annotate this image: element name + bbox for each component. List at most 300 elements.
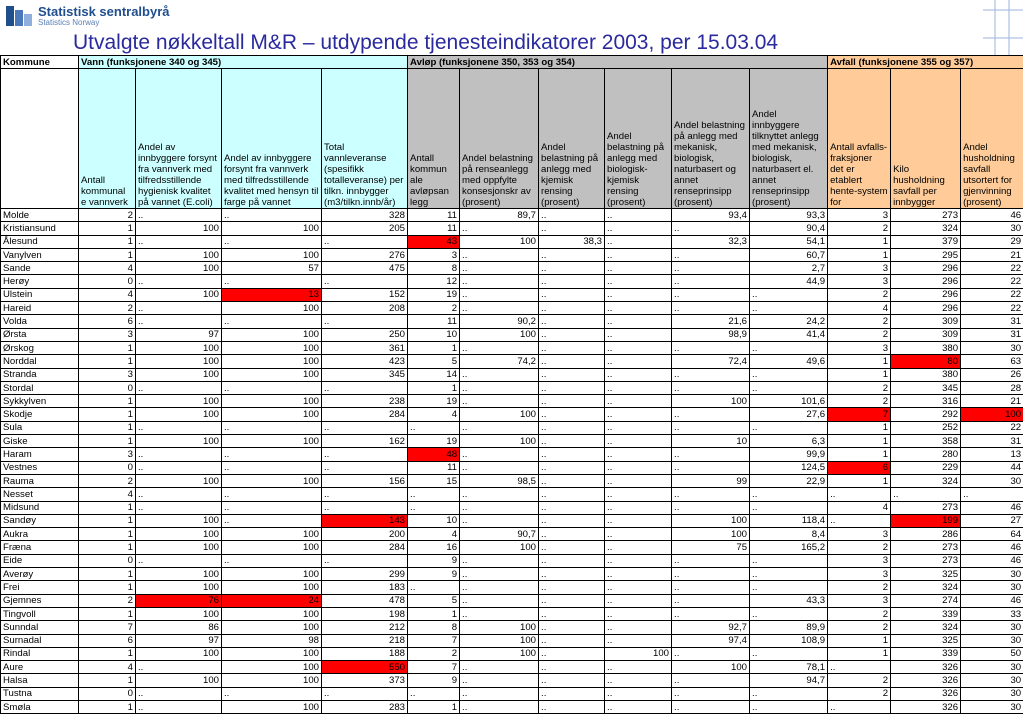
table-cell: ..	[539, 661, 605, 674]
table-cell: ..	[605, 528, 672, 541]
table-cell: 19	[408, 288, 460, 301]
table-cell: 89,7	[460, 209, 539, 222]
table-cell: 152	[322, 288, 408, 301]
table-cell: 1	[79, 568, 136, 581]
table-row	[1, 647, 1023, 660]
kommune-name: Tingvoll	[1, 607, 79, 620]
table-cell: 4	[408, 528, 460, 541]
table-row	[1, 621, 1023, 634]
table-cell: 295	[891, 248, 961, 261]
table-cell: ..	[539, 687, 605, 700]
table-cell: 326	[891, 687, 961, 700]
table-cell: 92,7	[672, 621, 750, 634]
table-cell: ..	[136, 421, 222, 434]
table-cell: 8	[408, 262, 460, 275]
table-cell: 30	[961, 222, 1023, 235]
table-cell: 1	[79, 435, 136, 448]
column-header-4: Total vannleveranse (spesifikk totalleveranse) per tilkn. innbygger (m3/tilkn.innb/år)	[322, 69, 408, 209]
table-cell: ..	[408, 581, 460, 594]
table-cell: 100	[222, 647, 322, 660]
table-cell: 80	[891, 355, 961, 368]
table-cell: 273	[891, 541, 961, 554]
table-cell: 2	[79, 474, 136, 487]
table-cell: 11	[408, 222, 460, 235]
table-cell: ..	[322, 235, 408, 248]
table-cell: 1	[79, 528, 136, 541]
table-cell: 22	[961, 275, 1023, 288]
table-cell: 100	[460, 621, 539, 634]
kommune-name: Midsund	[1, 501, 79, 514]
table-cell: ..	[539, 528, 605, 541]
table-cell: ..	[460, 275, 539, 288]
kommune-name: Molde	[1, 209, 79, 222]
table-cell: ..	[460, 687, 539, 700]
table-cell: 98	[222, 634, 322, 647]
table-cell: ..	[750, 700, 828, 713]
table-cell: ..	[750, 288, 828, 301]
table-cell: 1	[408, 381, 460, 394]
table-cell: ..	[605, 421, 672, 434]
table-cell: ..	[605, 700, 672, 713]
table-cell: 100	[136, 262, 222, 275]
table-cell: 46	[961, 594, 1023, 607]
kommune-name: Sykkylven	[1, 395, 79, 408]
table-cell: ..	[672, 687, 750, 700]
table-cell: 100	[136, 474, 222, 487]
table-row	[1, 594, 1023, 607]
table-cell: 380	[891, 368, 961, 381]
table-cell: 273	[891, 209, 961, 222]
table-row	[1, 248, 1023, 261]
table-cell: ..	[605, 381, 672, 394]
table-cell: 296	[891, 288, 961, 301]
table-cell: 273	[891, 554, 961, 567]
kommune-name: Stordal	[1, 381, 79, 394]
group-avfall: Avfall (funksjonene 355 og 357)	[828, 56, 1023, 69]
table-cell: 1	[79, 395, 136, 408]
table-cell: 183	[322, 581, 408, 594]
table-cell: 100	[460, 235, 539, 248]
table-cell: ..	[750, 341, 828, 354]
table-cell: ..	[460, 368, 539, 381]
table-cell: 100	[222, 674, 322, 687]
table-cell: 252	[891, 421, 961, 434]
table-cell: 46	[961, 554, 1023, 567]
table-row	[1, 514, 1023, 527]
table-cell: 379	[891, 235, 961, 248]
table-cell: 3	[408, 248, 460, 261]
table-cell: 21	[961, 248, 1023, 261]
table-row	[1, 607, 1023, 620]
table-cell: 284	[322, 541, 408, 554]
table-cell: ..	[605, 209, 672, 222]
table-cell: 218	[322, 634, 408, 647]
table-cell: 48	[408, 448, 460, 461]
kommune-name: Ålesund	[1, 235, 79, 248]
ssb-logo	[6, 2, 170, 30]
table-row	[1, 209, 1023, 222]
table-cell: ..	[539, 302, 605, 315]
table-cell: 4	[408, 408, 460, 421]
kommune-name: Eide	[1, 554, 79, 567]
table-row	[1, 687, 1023, 700]
kommune-name: Hareid	[1, 302, 79, 315]
table-cell: 1	[828, 647, 891, 660]
table-cell: 1	[79, 700, 136, 713]
table-cell: 100	[222, 568, 322, 581]
table-cell: 1	[79, 408, 136, 421]
table-cell: 90,4	[750, 222, 828, 235]
table-cell: 22,9	[750, 474, 828, 487]
table-cell: 316	[891, 395, 961, 408]
table-cell: ..	[672, 302, 750, 315]
table-cell: ..	[322, 421, 408, 434]
table-cell: 100	[222, 474, 322, 487]
table-cell: 100	[136, 408, 222, 421]
kommune-name: Herøy	[1, 275, 79, 288]
table-cell: 31	[961, 435, 1023, 448]
table-cell: ..	[322, 501, 408, 514]
table-cell: 27	[961, 514, 1023, 527]
table-cell: ..	[460, 554, 539, 567]
table-cell: ..	[828, 700, 891, 713]
table-cell: 21,6	[672, 315, 750, 328]
table-cell: 238	[322, 395, 408, 408]
table-cell: ..	[750, 368, 828, 381]
table-cell: ..	[222, 488, 322, 501]
table-cell: ..	[408, 687, 460, 700]
table-cell: ..	[891, 488, 961, 501]
table-cell: 30	[961, 621, 1023, 634]
group-vann: Vann (funksjonene 340 og 345)	[79, 56, 408, 69]
table-cell: 100	[222, 222, 322, 235]
table-cell: 22	[961, 262, 1023, 275]
table-row	[1, 461, 1023, 474]
table-cell: 3	[828, 275, 891, 288]
table-cell: 97	[136, 328, 222, 341]
table-cell: 108,9	[750, 634, 828, 647]
table-cell: 15	[408, 474, 460, 487]
table-cell: 0	[79, 687, 136, 700]
table-cell: 100	[460, 634, 539, 647]
table-cell: ..	[136, 687, 222, 700]
table-cell: ..	[539, 368, 605, 381]
kommune-name: Volda	[1, 315, 79, 328]
table-cell: ..	[222, 315, 322, 328]
table-cell: ..	[136, 554, 222, 567]
table-row	[1, 634, 1023, 647]
table-cell: ..	[460, 448, 539, 461]
table-cell: 2	[828, 315, 891, 328]
logo-subname: Statistics Norway	[38, 18, 170, 27]
table-cell: 44,9	[750, 275, 828, 288]
table-cell: 43	[408, 235, 460, 248]
kommune-name: Nesset	[1, 488, 79, 501]
table-cell: ..	[539, 222, 605, 235]
table-cell: 1	[828, 368, 891, 381]
table-cell: ..	[672, 421, 750, 434]
table-cell: 296	[891, 302, 961, 315]
table-cell: 3	[828, 594, 891, 607]
table-cell: 19	[408, 395, 460, 408]
table-cell: ..	[750, 488, 828, 501]
table-cell: ..	[539, 395, 605, 408]
kommune-name: Gjemnes	[1, 594, 79, 607]
table-cell: ..	[672, 448, 750, 461]
table-cell: 14	[408, 368, 460, 381]
table-cell: 8,4	[750, 528, 828, 541]
table-cell: 24,2	[750, 315, 828, 328]
table-cell: ..	[605, 315, 672, 328]
table-cell: 478	[322, 594, 408, 607]
table-cell: 100	[222, 248, 322, 261]
table-cell: 4	[79, 262, 136, 275]
table-row	[1, 581, 1023, 594]
table-cell: 2,7	[750, 262, 828, 275]
table-cell: 43,3	[750, 594, 828, 607]
table-cell: 325	[891, 568, 961, 581]
table-cell: 100	[136, 222, 222, 235]
kommune-name: Sandøy	[1, 514, 79, 527]
table-cell: ..	[539, 461, 605, 474]
table-cell: 324	[891, 581, 961, 594]
table-cell: 3	[79, 328, 136, 341]
table-row	[1, 528, 1023, 541]
table-cell: ..	[460, 288, 539, 301]
table-cell: ..	[539, 568, 605, 581]
table-cell: 63	[961, 355, 1023, 368]
table-cell: ..	[222, 514, 322, 527]
table-cell: 72,4	[672, 355, 750, 368]
table-cell: 100	[136, 647, 222, 660]
table-cell: ..	[460, 514, 539, 527]
table-cell: 9	[408, 674, 460, 687]
table-cell: 46	[961, 209, 1023, 222]
column-header-7: Andel belastning på anlegg med kjemisk rensing (prosent)	[539, 69, 605, 209]
table-cell: 1	[79, 421, 136, 434]
table-cell: 165,2	[750, 541, 828, 554]
table-cell: 76	[136, 594, 222, 607]
table-cell: 46	[961, 541, 1023, 554]
table-cell: ..	[222, 501, 322, 514]
table-cell: 99	[672, 474, 750, 487]
kommune-name: Rindal	[1, 647, 79, 660]
table-cell: ..	[460, 661, 539, 674]
table-cell: ..	[460, 581, 539, 594]
table-row	[1, 674, 1023, 687]
table-cell: ..	[672, 501, 750, 514]
table-cell: 2	[828, 222, 891, 235]
table-cell: ..	[672, 488, 750, 501]
column-header-11: Antall avfalls-fraksjoner det er etablert hente-system for	[828, 69, 891, 209]
table-cell: ..	[605, 448, 672, 461]
table-cell: 2	[408, 647, 460, 660]
table-cell: ..	[672, 275, 750, 288]
table-row	[1, 315, 1023, 328]
table-cell: ..	[539, 315, 605, 328]
table-cell: 292	[891, 408, 961, 421]
table-cell: 475	[322, 262, 408, 275]
table-row	[1, 541, 1023, 554]
table-cell: 19	[408, 435, 460, 448]
table-cell: 22	[961, 288, 1023, 301]
table-cell: ..	[136, 661, 222, 674]
table-cell: ..	[539, 541, 605, 554]
table-cell: 100	[222, 581, 322, 594]
table-cell: 100	[136, 607, 222, 620]
table-cell: 156	[322, 474, 408, 487]
table-cell: 5	[408, 355, 460, 368]
table-cell: ..	[605, 275, 672, 288]
table-cell: ..	[136, 448, 222, 461]
table-cell: ..	[672, 341, 750, 354]
table-cell: ..	[605, 621, 672, 634]
table-cell: 78,1	[750, 661, 828, 674]
table-row	[1, 222, 1023, 235]
table-cell: ..	[222, 554, 322, 567]
table-cell: ..	[460, 395, 539, 408]
table-cell: ..	[460, 302, 539, 315]
table-cell: ..	[539, 594, 605, 607]
column-header-10: Andel innbyggere tilknyttet anlegg med mekanisk, biologisk, naturbasert el. annet renseprinsipp (prosent)	[750, 69, 828, 209]
column-header-9: Andel belastning på anlegg med mekanisk, biologisk, naturbasert og annet renseprinsipp (prosent)	[672, 69, 750, 209]
table-cell: 97,4	[672, 634, 750, 647]
table-cell: 100	[672, 661, 750, 674]
table-cell: 98,9	[672, 328, 750, 341]
table-cell: 198	[322, 607, 408, 620]
table-cell: 299	[322, 568, 408, 581]
table-cell: ..	[322, 381, 408, 394]
table-row	[1, 568, 1023, 581]
table-cell: 30	[961, 687, 1023, 700]
table-cell: 28	[961, 381, 1023, 394]
table-cell: 100	[136, 368, 222, 381]
table-cell: 100	[136, 435, 222, 448]
table-cell: ..	[961, 488, 1023, 501]
table-cell: 325	[891, 634, 961, 647]
table-cell: 2	[828, 541, 891, 554]
table-cell: 1	[408, 700, 460, 713]
table-cell: 7	[828, 408, 891, 421]
table-cell: 280	[891, 448, 961, 461]
table-cell: 31	[961, 328, 1023, 341]
table-cell: 358	[891, 435, 961, 448]
table-cell: 100	[222, 541, 322, 554]
table-cell: ..	[672, 674, 750, 687]
table-cell: ..	[605, 328, 672, 341]
table-cell: 208	[322, 302, 408, 315]
table-cell: ..	[539, 435, 605, 448]
table-cell: 50	[961, 647, 1023, 660]
table-cell: ..	[605, 355, 672, 368]
table-cell: 100	[136, 568, 222, 581]
table-cell: 4	[79, 661, 136, 674]
table-cell: 30	[961, 568, 1023, 581]
table-cell: ..	[539, 607, 605, 620]
table-cell: ..	[222, 448, 322, 461]
kommune-name: Skodje	[1, 408, 79, 421]
table-cell: ..	[750, 501, 828, 514]
table-cell: 13	[222, 288, 322, 301]
table-body	[1, 209, 1023, 714]
table-row	[1, 341, 1023, 354]
table-cell: 93,4	[672, 209, 750, 222]
table-cell: 7	[408, 634, 460, 647]
table-cell: 326	[891, 700, 961, 713]
table-cell: ..	[136, 209, 222, 222]
table-row	[1, 700, 1023, 713]
table-cell: 16	[408, 541, 460, 554]
table-cell: 1	[408, 341, 460, 354]
table-cell: 100	[222, 302, 322, 315]
table-cell: ..	[136, 302, 222, 315]
kommune-name: Norddal	[1, 355, 79, 368]
table-cell: 1	[828, 474, 891, 487]
table-cell: ..	[460, 461, 539, 474]
table-cell: 98,5	[460, 474, 539, 487]
kommune-name: Fræna	[1, 541, 79, 554]
table-cell: 46	[961, 501, 1023, 514]
table-cell: 1	[79, 235, 136, 248]
table-cell: 100	[136, 288, 222, 301]
table-cell: 7	[79, 621, 136, 634]
table-cell: 1	[79, 222, 136, 235]
table-cell: ..	[605, 408, 672, 421]
table-cell: ..	[222, 461, 322, 474]
table-cell: 30	[961, 674, 1023, 687]
table-cell: ..	[605, 248, 672, 261]
table-cell: 1	[79, 647, 136, 660]
table-cell: 31	[961, 315, 1023, 328]
table-cell: 99,9	[750, 448, 828, 461]
table-cell: ..	[539, 621, 605, 634]
table-cell: 1	[79, 514, 136, 527]
table-row	[1, 661, 1023, 674]
table-cell: ..	[322, 488, 408, 501]
table-cell: 2	[828, 381, 891, 394]
table-cell: ..	[750, 302, 828, 315]
table-row	[1, 435, 1023, 448]
table-cell: ..	[672, 461, 750, 474]
table-cell: 90,7	[460, 528, 539, 541]
table-cell: 2	[828, 687, 891, 700]
table-cell: 5	[408, 594, 460, 607]
table-cell: 250	[322, 328, 408, 341]
table-cell: 30	[961, 634, 1023, 647]
table-cell: 296	[891, 275, 961, 288]
table-cell: ..	[750, 381, 828, 394]
table-cell: ..	[672, 381, 750, 394]
table-cell: 100	[136, 581, 222, 594]
table-cell: ..	[672, 607, 750, 620]
table-cell: 1	[79, 607, 136, 620]
kommune-name: Stranda	[1, 368, 79, 381]
table-cell: 423	[322, 355, 408, 368]
table-cell: 89,9	[750, 621, 828, 634]
table-cell: 4	[79, 488, 136, 501]
column-header-1: Antall kommunal e vannverk	[79, 69, 136, 209]
table-cell: 124,5	[750, 461, 828, 474]
table-cell: ..	[539, 355, 605, 368]
table-cell: 0	[79, 275, 136, 288]
table-cell: 100	[222, 661, 322, 674]
kommune-name: Halsa	[1, 674, 79, 687]
table-cell: ..	[605, 435, 672, 448]
table-cell: 3	[79, 448, 136, 461]
table-cell: ..	[408, 421, 460, 434]
kommune-name: Smøla	[1, 700, 79, 713]
table-cell: 97	[136, 634, 222, 647]
